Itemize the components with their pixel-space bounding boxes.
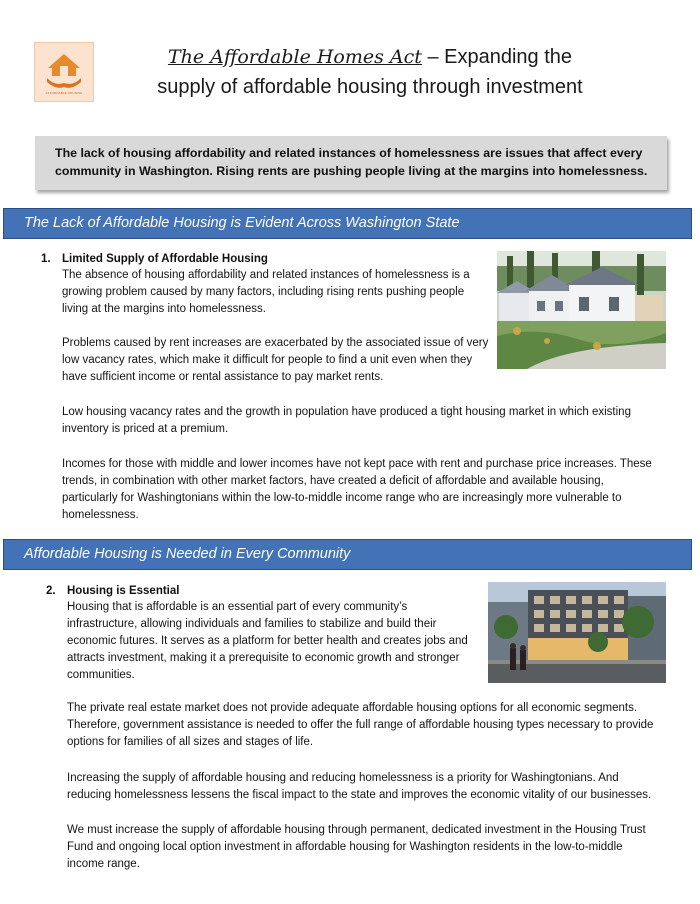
page-title <box>110 42 630 102</box>
paragraph <box>67 822 677 873</box>
paragraph-line: particularly for Washingtonians within the low-to-middle income range who are increasingly more vulnerable to <box>62 492 622 504</box>
paragraph-line: infrastructure, allowing individuals and families to stabilize and build their <box>67 618 437 630</box>
section-heading-2: Affordable Housing is Needed in Every Community <box>3 539 692 570</box>
paragraph-line: communities. <box>67 669 135 681</box>
item-title: Housing is Essential <box>67 585 180 597</box>
paragraph <box>67 599 482 684</box>
item-number: 1. <box>41 253 51 265</box>
paragraph-line: Housing that is affordable is an essential part of every community’s <box>67 601 408 613</box>
apartment-street-photo <box>488 582 666 683</box>
paragraph-line: The absence of housing affordability and related instances of homelessness is a <box>62 269 470 281</box>
paragraph-line: Problems caused by rent increases are exacerbated by the associated issue of very <box>62 337 489 349</box>
paragraph-line: homelessness. <box>62 509 139 521</box>
paragraph <box>62 404 672 438</box>
title-line-2: supply of affordable housing through investment <box>157 76 583 98</box>
cottage-housing-photo <box>497 251 666 369</box>
paragraph <box>62 335 492 386</box>
paragraph-line: growing problem caused by many factors, including rising rents pushing people <box>62 286 465 298</box>
section-heading-1: The Lack of Affordable Housing is Evident Across Washington State <box>3 208 692 239</box>
paragraph-line: trends, in combination with other market factors, have created a deficit of affordable and available housing, <box>62 475 604 487</box>
paragraph-line: reducing homelessness lessens the fiscal impact to the state and improves the economic vitality of our businesses. <box>67 789 652 801</box>
paragraph-line: inventory is priced at a premium. <box>62 423 229 435</box>
item-number: 2. <box>46 585 56 597</box>
paragraph <box>67 700 677 751</box>
paragraph <box>62 267 492 318</box>
paragraph <box>62 456 672 524</box>
house-hands-icon <box>44 50 84 90</box>
paragraph <box>67 770 677 804</box>
title-script: The Affordable Homes Act <box>167 46 422 68</box>
paragraph-line: options for families of all sizes and stages of life. <box>67 736 314 748</box>
paragraph-line: have sufficient income or rental assistance to pay market rents. <box>62 371 384 383</box>
item-title: Limited Supply of Affordable Housing <box>62 253 268 265</box>
paragraph-line: Therefore, government assistance is needed to offer the full range of affordable housing types necessary to provide <box>67 719 654 731</box>
paragraph-line: low vacancy rates, which make it difficult for people to find a unit even when they <box>62 354 473 366</box>
paragraph-line: income range. <box>67 858 140 870</box>
paragraph-line: Increasing the supply of affordable housing and reducing homelessness is a priority for Washingtonians. And <box>67 772 619 784</box>
paragraph-line: living at the margins into homelessness. <box>62 303 266 315</box>
callout-line: community in Washington. Rising rents are pushing people living at the margins into homelessness. <box>55 164 648 178</box>
paragraph-line: The private real estate market does not provide adequate affordable housing options for all economic segments. <box>67 702 638 714</box>
paragraph-line: Incomes for those with middle and lower incomes have not kept pace with rent and purchase price increases. These <box>62 458 652 470</box>
callout-box <box>35 136 667 190</box>
logo <box>34 42 94 102</box>
title-line-1 <box>110 42 630 72</box>
paragraph-line: attracts investment, making it a prerequisite to economic growth and stronger <box>67 652 460 664</box>
logo-text: AFFORDABLE HOUSING <box>45 90 83 95</box>
title-line-1-rest: – Expanding the <box>421 46 573 68</box>
paragraph-line: We must increase the supply of affordable housing through permanent, dedicated investment in the Housing Trust <box>67 824 646 836</box>
paragraph-line: economic futures. It serves as a platform for better health and creates jobs and <box>67 635 468 647</box>
paragraph-line: Low housing vacancy rates and the growth in population have produced a tight housing market in which existing <box>62 406 631 418</box>
paragraph-line: Fund and ongoing local option investment in affordable housing for Washington residents in the low-to-middle <box>67 841 623 853</box>
callout-line: The lack of housing affordability and related instances of homelessness are issues that affect every <box>55 146 643 160</box>
